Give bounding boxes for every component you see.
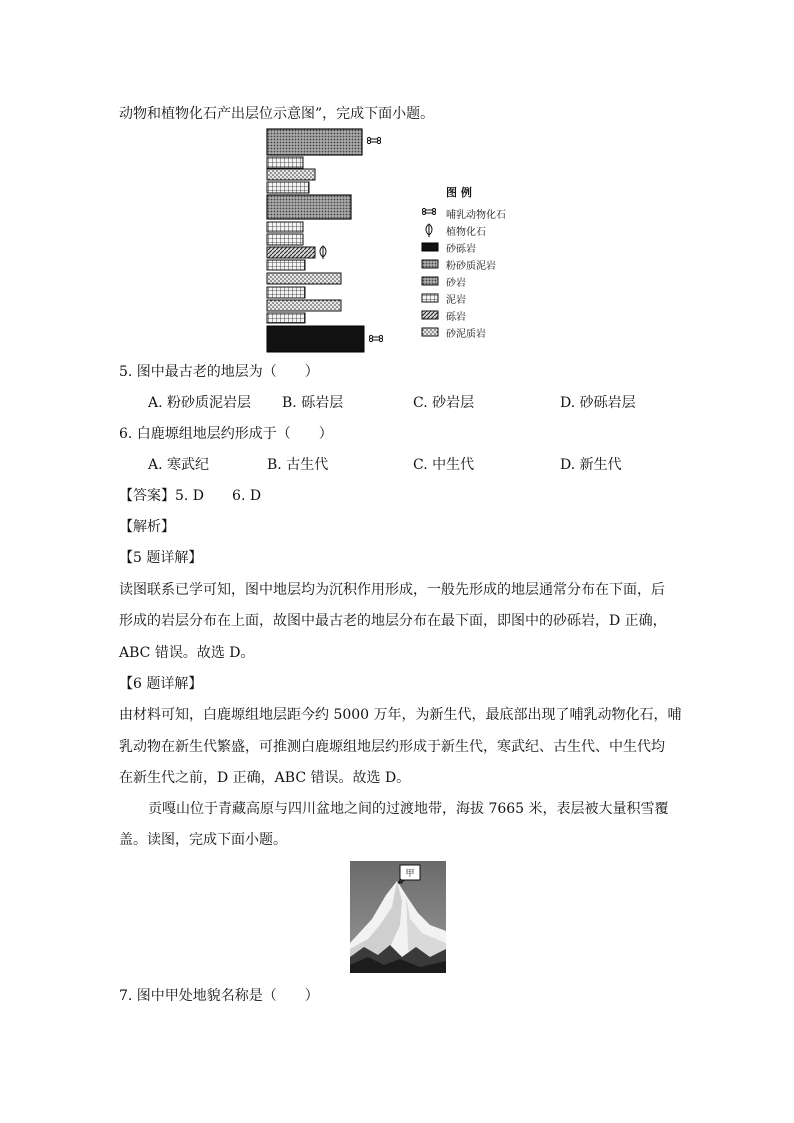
question-5-option-c: C. 砂岩层 xyxy=(413,395,475,411)
layer-mudstone xyxy=(267,157,303,168)
q5-detail-heading: 【5 题详解】 xyxy=(119,550,203,566)
layer-mudstone xyxy=(267,287,305,298)
layer-sandy-mudstone xyxy=(267,300,341,311)
question-7-stem: 7. 图中甲处地貌名称是（ ） xyxy=(119,988,319,1004)
sandy-mudstone-swatch xyxy=(422,328,438,336)
legend-label: 砾岩 xyxy=(446,312,466,323)
layer-mudstone xyxy=(267,234,303,245)
sandstone-swatch xyxy=(422,277,438,285)
layer-mudstone xyxy=(267,260,305,270)
q5-detail-line: 形成的岩层分布在上面，故图中最古老的地层分布在最下面，即图中的砂砾岩，D 正确， xyxy=(119,613,667,629)
layer-mudstone xyxy=(267,222,303,232)
silty-mudstone-swatch xyxy=(422,260,438,268)
legend-label: 哺乳动物化石 xyxy=(446,210,506,221)
legend-label: 植物化石 xyxy=(446,227,486,238)
leaf-icon xyxy=(426,224,432,237)
bone-icon xyxy=(369,335,382,341)
intro-text: 动物和植物化石产出层位示意图”，完成下面小题。 xyxy=(119,106,435,122)
question-6-option-b: B. 古生代 xyxy=(267,457,329,473)
question-5-option-d: D. 砂砾岩层 xyxy=(560,395,636,411)
q6-detail-line: 由材料可知，白鹿塬组地层距今约 5000 万年，为新生代，最底部出现了哺乳动物化石，哺 xyxy=(119,707,682,723)
leaf-icon xyxy=(320,246,326,259)
legend-title: 图 例 xyxy=(446,186,472,199)
layer-sandy-mudstone xyxy=(267,273,341,284)
strata-figure xyxy=(264,126,554,354)
question-6-option-d: D. 新生代 xyxy=(560,457,622,473)
mountain-photo xyxy=(350,861,446,973)
layer-sandy-mudstone xyxy=(267,169,315,180)
bone-icon xyxy=(423,209,436,215)
layer-gravel xyxy=(267,247,315,258)
bone-icon xyxy=(367,137,380,143)
gravel-swatch xyxy=(422,311,438,319)
answer-line: 【答案】5. D 6. D xyxy=(119,488,262,504)
legend-label: 砂泥质岩 xyxy=(446,329,486,340)
legend-label: 泥岩 xyxy=(446,295,466,306)
legend-label: 粉砂质泥岩 xyxy=(446,261,496,272)
passage-line: 贡嘎山位于青藏高原与四川盆地之间的过渡地带，海拔 7665 米，表层被大量积雪覆 xyxy=(148,801,669,817)
question-6-option-a: A. 寒武纪 xyxy=(148,457,210,473)
layer-mudstone xyxy=(267,313,305,323)
q5-detail-line: 读图联系已学可知，图中地层均为沉积作用形成，一般先形成的地层通常分布在下面，后 xyxy=(119,582,665,598)
mudstone-swatch xyxy=(422,294,438,302)
legend-label: 砂岩 xyxy=(446,278,466,289)
layer-silty-mudstone-top xyxy=(267,129,362,155)
layer-conglomerate xyxy=(267,326,364,352)
question-6-stem: 6. 白鹿塬组地层约形成于（ ） xyxy=(119,426,333,442)
layer-sandstone xyxy=(267,195,351,219)
question-5-stem: 5. 图中最古老的地层为（ ） xyxy=(119,364,319,380)
question-5-option-a: A. 粉砂质泥岩层 xyxy=(148,395,252,411)
q6-detail-heading: 【6 题详解】 xyxy=(119,676,203,692)
layer-mudstone xyxy=(267,182,309,193)
passage-line: 盖。读图，完成下面小题。 xyxy=(119,832,287,848)
legend-label: 砂砾岩 xyxy=(446,244,476,255)
conglomerate-swatch xyxy=(422,243,438,251)
photo-label: 甲 xyxy=(405,869,415,879)
question-5-option-b: B. 砾岩层 xyxy=(282,395,344,411)
q5-detail-line: ABC 错误。故选 D。 xyxy=(119,645,255,661)
question-6-option-c: C. 中生代 xyxy=(413,457,475,473)
analysis-heading: 【解析】 xyxy=(119,519,175,535)
q6-detail-line: 乳动物在新生代繁盛，可推测白鹿塬组地层约形成于新生代，寒武纪、古生代、中生代均 xyxy=(119,739,665,755)
q6-detail-line: 在新生代之前，D 正确，ABC 错误。故选 D。 xyxy=(119,770,411,786)
legend-list xyxy=(422,208,506,340)
